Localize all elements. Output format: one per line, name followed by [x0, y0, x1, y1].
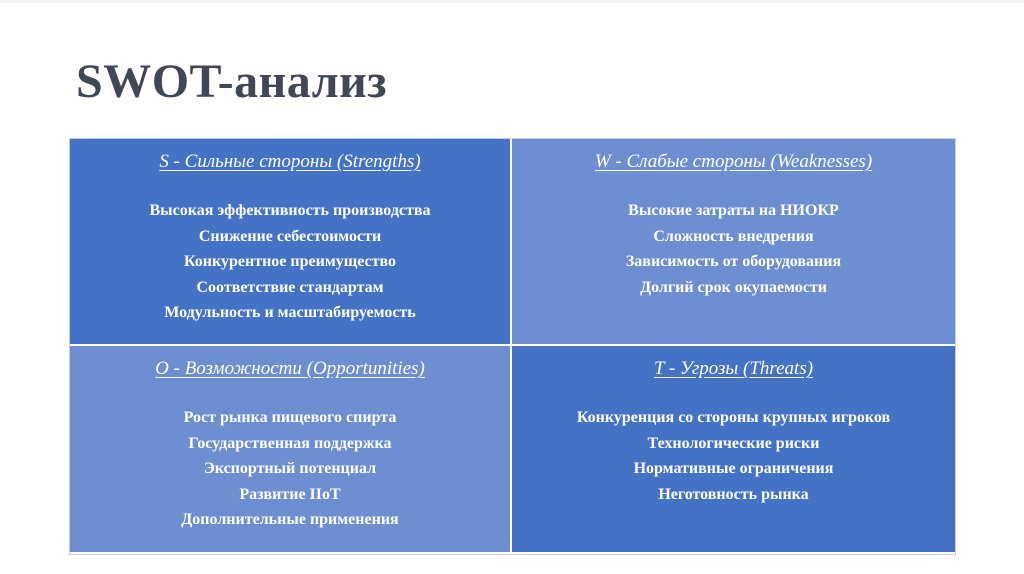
threats-item: Нормативные ограничения — [633, 460, 834, 477]
threats-item: Технологические риски — [647, 434, 820, 452]
swot-cell-strengths — [70, 139, 510, 344]
strengths-item: Конкурентное преимущество — [183, 253, 397, 270]
strengths-heading: S - Сильные стороны (Strengths) — [159, 151, 421, 172]
weaknesses-item: Сложность внедрения — [653, 227, 814, 245]
weaknesses-list — [512, 198, 955, 300]
opportunities-item: Развитие IIoT — [239, 485, 341, 503]
weaknesses-item: Зависимость от оборудования — [625, 253, 842, 270]
opportunities-item: Дополнительные применения — [181, 511, 399, 528]
strengths-item: Соответствие стандартам — [196, 278, 384, 296]
weaknesses-heading: W - Слабые стороны (Weaknesses) — [594, 151, 873, 172]
strengths-item: Снижение себестоимости — [198, 227, 382, 245]
swot-cell-threats — [512, 346, 955, 552]
swot-table — [70, 139, 955, 554]
strengths-list — [70, 198, 510, 326]
swot-cell-weaknesses — [512, 139, 955, 344]
swot-cell-opportunities — [70, 346, 510, 552]
threats-item: Неготовность рынка — [658, 485, 809, 503]
opportunities-list — [70, 405, 510, 533]
weaknesses-item: Долгий срок окупаемости — [640, 278, 827, 296]
weaknesses-item: Высокие затраты на НИОКР — [628, 202, 839, 219]
strengths-item: Модульность и масштабируемость — [164, 304, 416, 321]
opportunities-item: Экспортный потенциал — [203, 460, 377, 477]
top-divider — [0, 0, 1024, 3]
opportunities-item: Рост рынка пищевого спирта — [183, 409, 397, 426]
slide-title: SWOT-анализ — [76, 55, 388, 108]
opportunities-heading: O - Возможности (Opportunities) — [155, 358, 425, 379]
threats-heading: T - Угрозы (Threats) — [653, 358, 814, 379]
strengths-item: Высокая эффективность производства — [149, 202, 431, 219]
opportunities-item: Государственная поддержка — [188, 434, 392, 452]
threats-item: Конкуренция со стороны крупных игроков — [576, 409, 891, 426]
threats-list — [512, 405, 955, 507]
